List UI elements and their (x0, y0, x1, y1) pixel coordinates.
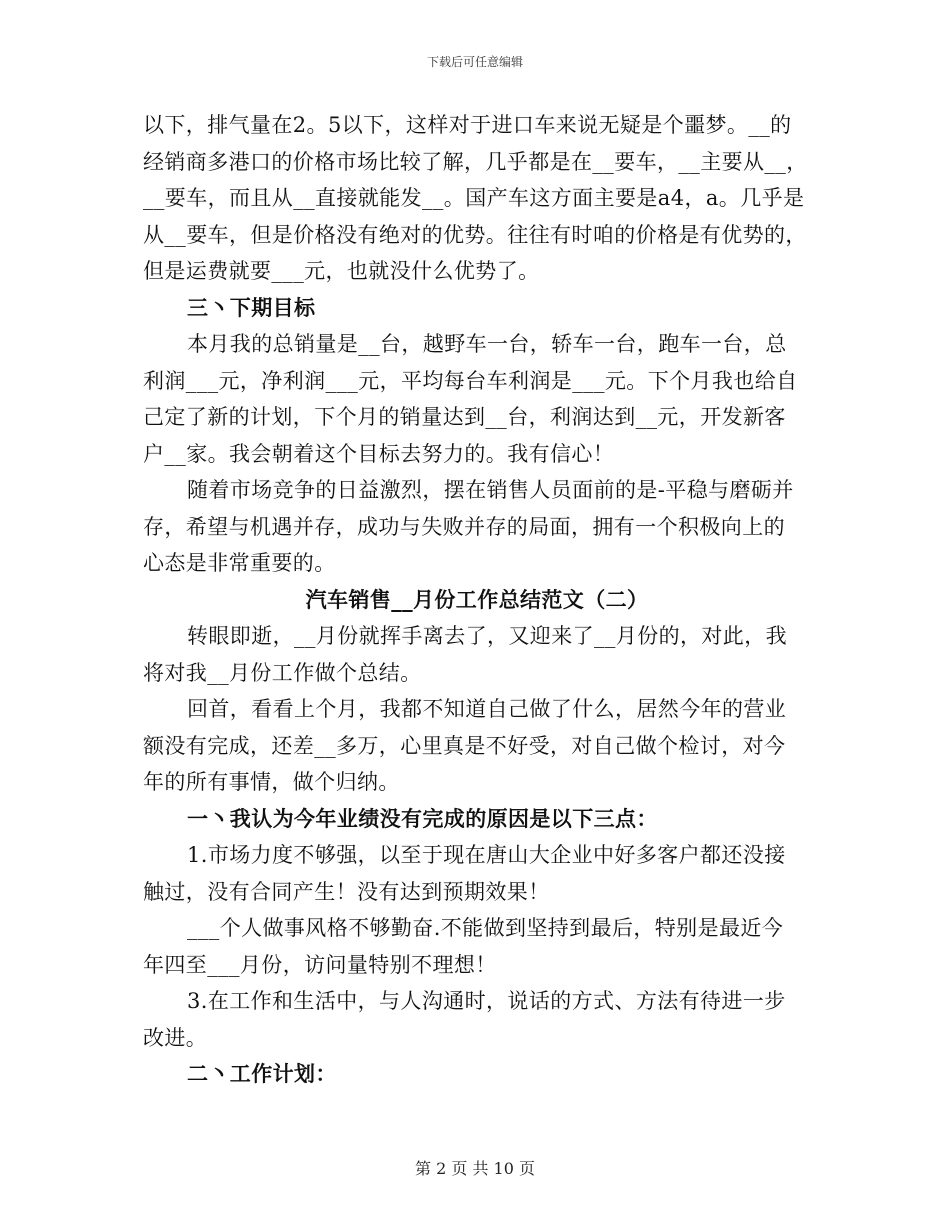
section-heading: 二丶工作计划： (187, 1061, 337, 1086)
paragraph-line: 回首，看看上个月，我都不知道自己做了什么，居然今年的营业 (187, 697, 787, 721)
paragraph-line: 年四至___月份，访问量特别不理想！ (143, 952, 497, 977)
paragraph-line: 随着市场竞争的日益激烈，摆在销售人员面前的是-平稳与磨砺并 (187, 478, 794, 502)
paragraph-line: 经销商多港口的价格市场比较了解，几乎都是在__要车，__主要从__， (143, 149, 808, 174)
paragraph-line: 3.在工作和生活中，与人沟通时，说话的方式、方法有待进一步 (187, 989, 786, 1013)
paragraph-line: 户__家。我会朝着这个目标去努力的。我有信心！ (143, 441, 615, 466)
paragraph-line: 但是运费就要___元，也就没什么优势了。 (143, 259, 540, 283)
paragraph-line: 将对我__月份工作做个总结。 (143, 660, 422, 685)
paragraph-line: 从__要车，但是价格没有绝对的优势。往往有时咱的价格是有优势的， (143, 222, 807, 247)
paragraph-line: ___个人做事风格不够勤奋.不能做到坚持到最后，特别是最近今 (187, 916, 784, 940)
page-footer: 第 2 页 共 10 页 (415, 1159, 535, 1178)
paragraph-line: 1.市场力度不够强，以至于现在唐山大企业中好多客户都还没接 (187, 843, 786, 867)
paragraph-line: 存，希望与机遇并存，成功与失败并存的局面，拥有一个积极向上的 (143, 514, 785, 539)
paragraph-line: 额没有完成，还差__多万，心里真是不好受，对自己做个检讨，对今 (143, 733, 786, 758)
section-title: 汽车销售__月份工作总结范文（二） (305, 586, 649, 612)
paragraph-line: 触过，没有合同产生！没有达到预期效果！ (143, 879, 550, 904)
page-header: 下载后可任意编辑 (426, 55, 523, 69)
paragraph-line: 心态是非常重要的。 (143, 551, 336, 575)
paragraph-line: __要车，而且从__直接就能发__。国产车这方面主要是a4，a。几乎是 (143, 186, 805, 210)
paragraph-line: 改进。 (143, 1025, 208, 1050)
section-heading: 三丶下期目标 (187, 294, 316, 320)
paragraph-line: 己定了新的计划，下个月的销量达到__台，利润达到__元，开发新客 (143, 405, 786, 429)
section-heading: 一丶我认为今年业绩没有完成的原因是以下三点： (187, 805, 658, 831)
paragraph-line: 以下，排气量在2。5以下，这样对于进口车来说无疑是个噩梦。__的 (143, 113, 792, 137)
paragraph-line: 转眼即逝，__月份就挥手离去了，又迎来了__月份的，对此，我 (187, 624, 787, 648)
paragraph-line: 本月我的总销量是__台，越野车一台，轿车一台，跑车一台，总 (187, 332, 787, 356)
document-body (143, 107, 811, 1093)
paragraph-line: 年的所有事情，做个归纳。 (143, 770, 400, 794)
paragraph-line: 利润___元，净利润___元，平均每台车利润是___元。下个月我也给自 (143, 368, 798, 393)
